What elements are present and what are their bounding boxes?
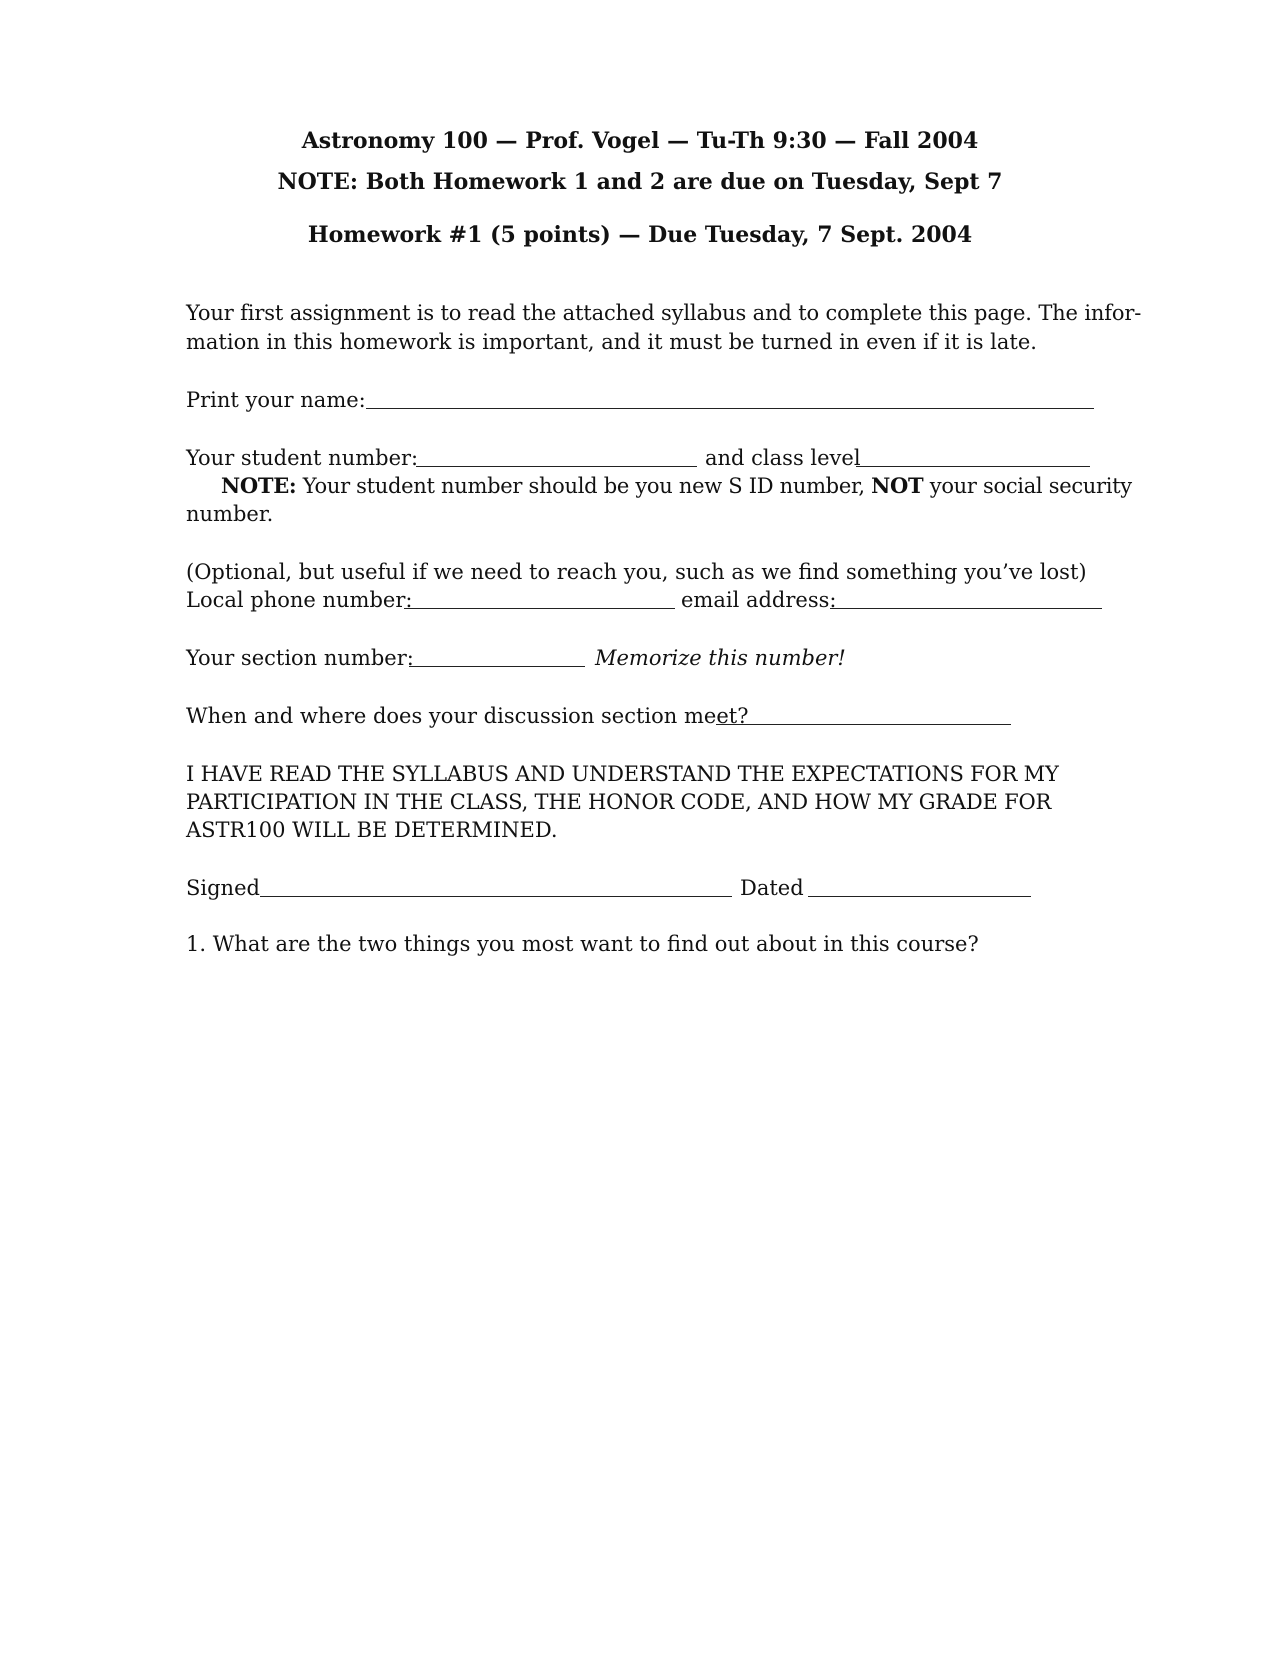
- due-note: NOTE: Both Homework 1 and 2 are due on Tuesday, Sept 7: [277, 169, 1003, 195]
- student-number-note: [221, 472, 1132, 500]
- student-number-field-line[interactable]: [416, 466, 697, 467]
- name-field-line[interactable]: [366, 408, 1094, 409]
- signature-field-line[interactable]: [260, 896, 732, 897]
- discussion-label: When and where does your discussion section meet?: [186, 704, 749, 728]
- note-text-b: your social security: [929, 474, 1132, 498]
- section-field-line[interactable]: [409, 666, 585, 667]
- intro-line-2: mation in this homework is important, and it must be turned in even if it is late.: [186, 330, 1037, 354]
- homework-title: Homework #1 (5 points) — Due Tuesday, 7 Sept. 2004: [307, 222, 973, 248]
- name-label: Print your name:: [186, 388, 366, 412]
- question-1: 1. What are the two things you most want to find out about in this course?: [186, 932, 979, 956]
- course-title: Astronomy 100 — Prof. Vogel — Tu-Th 9:30 — Fall 2004: [301, 128, 979, 154]
- email-label: email address:: [681, 588, 837, 612]
- intro-line-1: Your first assignment is to read the attached syllabus and to complete this page. The infor-: [186, 301, 1142, 325]
- phone-label: Local phone number:: [186, 588, 413, 612]
- note-bold-label: NOTE:: [221, 473, 297, 498]
- class-level-label: and class level: [705, 446, 861, 470]
- agreement-line-3: ASTR100 WILL BE DETERMINED.: [186, 818, 558, 842]
- note-text-a: Your student number should be you new S ID number,: [302, 474, 865, 498]
- optional-text: (Optional, but useful if we need to reach you, such as we find something you’ve lost): [186, 560, 1087, 584]
- dated-label: Dated: [740, 876, 804, 900]
- note-not: NOT: [871, 473, 924, 498]
- signed-label: Signed: [186, 876, 260, 900]
- phone-field-line[interactable]: [404, 608, 675, 609]
- date-field-line[interactable]: [808, 896, 1031, 897]
- class-level-field-line[interactable]: [856, 466, 1090, 467]
- note-text-c: number.: [186, 502, 274, 526]
- student-number-label: Your student number:: [186, 446, 419, 470]
- email-field-line[interactable]: [830, 608, 1102, 609]
- agreement-line-2: PARTICIPATION IN THE CLASS, THE HONOR CODE, AND HOW MY GRADE FOR: [186, 790, 1052, 814]
- section-label: Your section number:: [186, 646, 414, 670]
- memorize-note: Memorize this number!: [595, 646, 846, 670]
- discussion-field-line[interactable]: [716, 724, 1011, 725]
- agreement-line-1: I HAVE READ THE SYLLABUS AND UNDERSTAND THE EXPECTATIONS FOR MY: [186, 762, 1059, 786]
